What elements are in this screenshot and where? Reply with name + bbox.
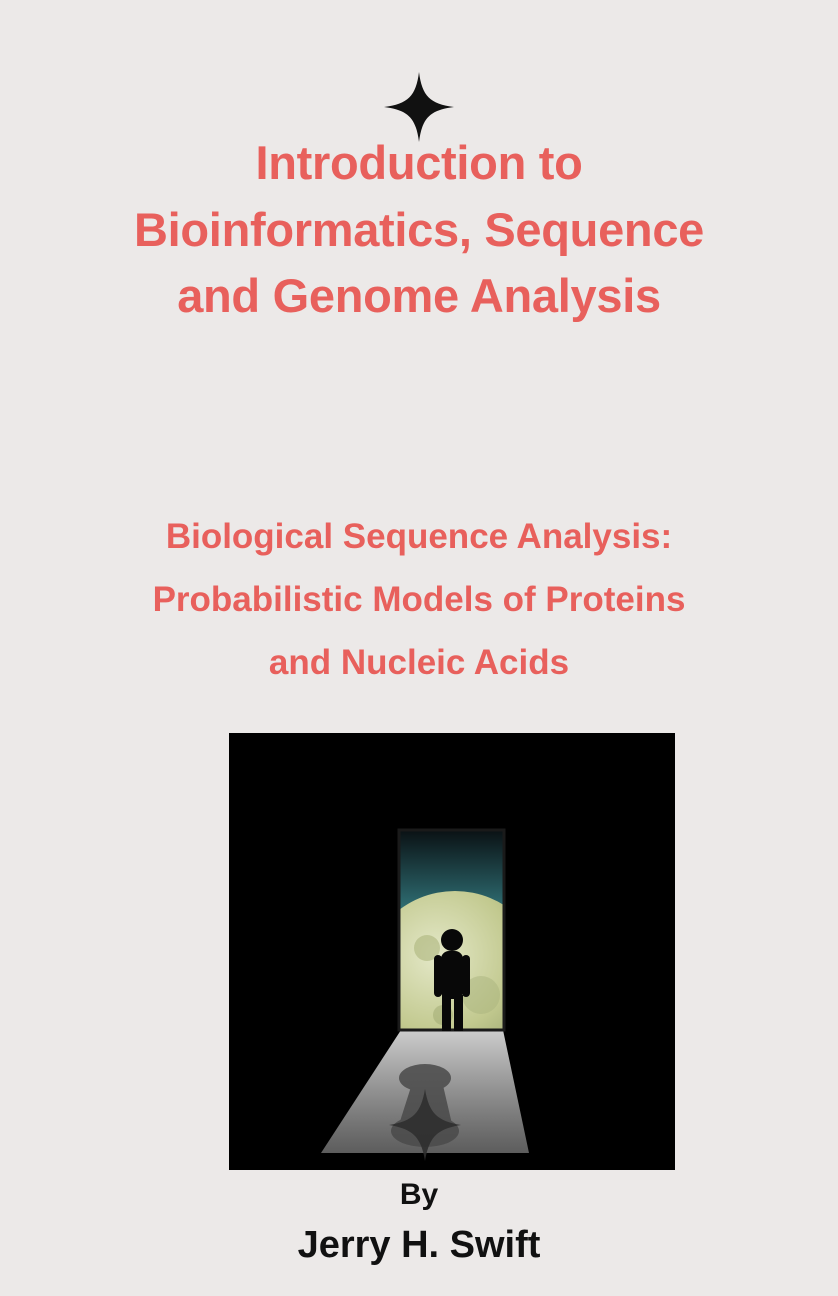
title-line-3: and Genome Analysis [177, 269, 661, 323]
book-subtitle [0, 505, 838, 694]
book-title [0, 130, 838, 330]
author-credit [0, 1176, 838, 1271]
by-label: By [399, 1178, 439, 1211]
author-name: Jerry H. Swift [297, 1223, 541, 1266]
subtitle-line-1: Biological Sequence Analysis: [165, 517, 673, 556]
subtitle-line-2: Probabilistic Models of Proteins [152, 580, 686, 619]
title-line-2: Bioinformatics, Sequence [134, 202, 704, 256]
title-line-1: Introduction to [255, 136, 583, 189]
silhouette-in-doorway-artwork [229, 733, 675, 1170]
subtitle-line-3: and Nucleic Acids [268, 643, 570, 682]
